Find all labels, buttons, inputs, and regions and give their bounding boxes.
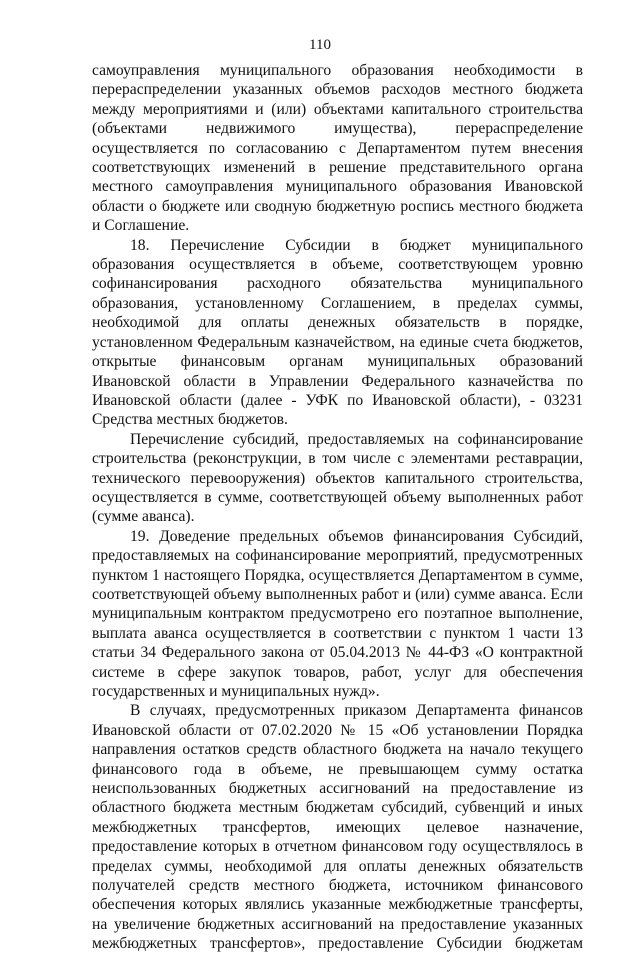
paragraph-continuation: самоуправления муниципального образования необходимости в перераспределении указанных объемов расходов местного бюджета между мероприятиями и (или) объектами капитального строительства (объектами недвижимого имущества), перераспределение осуществляется по согласованию с Департаментом путем внесения соответствующих изменений в решение представительного органа местного самоуправления муниципального образования Ивановской области о бюджете или сводную бюджетную роспись местного бюджета и Соглашение. (92, 62, 583, 235)
page-number: 110 (309, 37, 331, 53)
paragraph-cases: В случаях, предусмотренных приказом Департамента финансов Ивановской области от 07.02.2020 № 15 «Об установлении Порядка направления остатков средств областного бюджета на начало текущего финансового года в объеме, не превышающем сумму остатка неиспользованных бюджетных ассигнований на предоставление из областного бюджета местным бюджетам субсидий, субвенций и иных межбюджетных трансфертов, имеющих целевое назначение, предоставление которых в отчетном финансовом году осуществлялось в пределах суммы, необходимой для оплаты денежных обязательств получателей средств местного бюджета, источником финансового обеспечения которых являлись указанные межбюджетные трансферты, на увеличение бюджетных ассигнований на предоставление указанных межбюджетных трансфертов», предоставление Субсидии бюджетам (92, 702, 583, 953)
paragraph-item-19: 19. Доведение предельных объемов финансирования Субсидий, предоставляемых на софинансирование мероприятий, предусмотренных пунктом 1 настоящего Порядка, осуществляется Департаментом в сумме, соответствующей объему выполненных работ и (или) сумме аванса. Если муниципальным контрактом предусмотрено его поэтапное выполнение, выплата аванса осуществляется в соответствии с пунктом 1 части 13 статьи 34 Федерального закона от 05.04.2013 № 44-ФЗ «О контрактной системе в сфере закупок товаров, работ, услуг для обеспечения государственных и муниципальных нужд». (92, 527, 583, 700)
paragraph-subsidy-transfer: Перечисление субсидий, предоставляемых на софинансирование строительства (реконструкции, в том числе с элементами реставрации, технического перевооружения) объектов капитального строительства, осуществляется в сумме, соответствующей объему выполненных работ (сумме аванса). (92, 430, 583, 526)
paragraph-item-18: 18. Перечисление Субсидии в бюджет муниципального образования осуществляется в объеме, соответствующем уровню софинансирования расходного обязательства муниципального образования, установленному Соглашением, в пределах суммы, необходимой для оплаты денежных обязательств в порядке, установленном Федеральным казначейством, на единые счета бюджетов, открытые финансовым органам муниципальных образований Ивановской области в Управлении Федерального казначейства по Ивановской области (далее - УФК по Ивановской области), - 03231 Средства местных бюджетов. (92, 236, 583, 429)
document-body (92, 61, 583, 954)
